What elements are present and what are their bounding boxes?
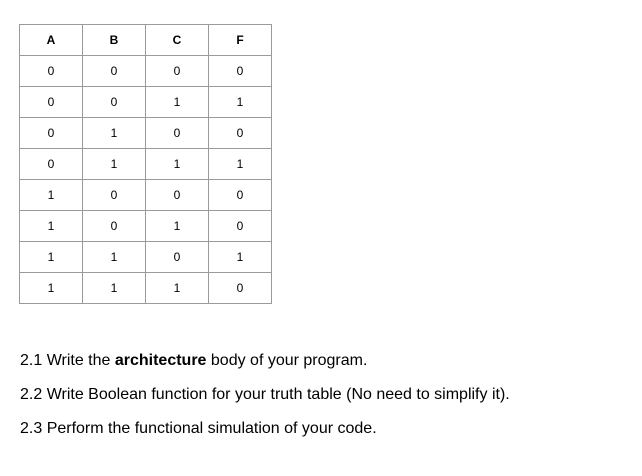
table-cell: 1 — [20, 273, 83, 304]
table-cell: 0 — [20, 149, 83, 180]
table-row — [20, 118, 272, 149]
instruction-text: 2.2 Write Boolean function for your truth table (No need to simplify it). — [20, 386, 510, 403]
table-cell: 0 — [146, 180, 209, 211]
column-header-b: B — [83, 25, 146, 56]
table-cell: 1 — [146, 211, 209, 242]
table-cell: 0 — [83, 87, 146, 118]
table-cell: 0 — [209, 56, 272, 87]
instruction-item-2-3 — [20, 412, 510, 446]
table-header-row — [20, 25, 272, 56]
table-cell: 0 — [209, 211, 272, 242]
column-header-c: C — [146, 25, 209, 56]
table-cell: 0 — [83, 56, 146, 87]
table-cell: 0 — [20, 56, 83, 87]
table-row — [20, 211, 272, 242]
table-cell: 1 — [209, 87, 272, 118]
table-cell: 0 — [20, 87, 83, 118]
truth-table — [19, 24, 272, 304]
table-cell: 1 — [20, 242, 83, 273]
table-cell: 1 — [146, 273, 209, 304]
table-cell: 1 — [209, 242, 272, 273]
table-cell: 1 — [146, 149, 209, 180]
instruction-list — [20, 344, 510, 446]
instruction-text: 2.1 Write the — [20, 352, 115, 369]
table-cell: 1 — [83, 242, 146, 273]
table-row — [20, 242, 272, 273]
instruction-bold-text: architecture — [114, 352, 207, 369]
table-cell: 1 — [20, 180, 83, 211]
instruction-text: 2.3 Perform the functional simulation of your code. — [20, 420, 377, 437]
table-cell: 0 — [209, 118, 272, 149]
table-row — [20, 56, 272, 87]
table-cell: 0 — [83, 180, 146, 211]
table-cell: 1 — [83, 273, 146, 304]
table-cell: 0 — [146, 242, 209, 273]
table-cell: 0 — [20, 118, 83, 149]
table-cell: 0 — [146, 56, 209, 87]
table-cell: 0 — [146, 118, 209, 149]
table-row — [20, 149, 272, 180]
table-cell: 1 — [83, 149, 146, 180]
table-cell: 1 — [209, 149, 272, 180]
table-cell: 1 — [20, 211, 83, 242]
column-header-f: F — [209, 25, 272, 56]
table-cell: 0 — [209, 273, 272, 304]
table-cell: 0 — [83, 211, 146, 242]
table-cell: 1 — [146, 87, 209, 118]
table-cell: 1 — [83, 118, 146, 149]
instruction-item-2-1 — [20, 344, 510, 378]
table-cell: 0 — [209, 180, 272, 211]
column-header-a: A — [20, 25, 83, 56]
instruction-text: body of your program. — [206, 352, 368, 369]
table-row — [20, 180, 272, 211]
table-row — [20, 273, 272, 304]
table-row — [20, 87, 272, 118]
instruction-item-2-2 — [20, 378, 510, 412]
